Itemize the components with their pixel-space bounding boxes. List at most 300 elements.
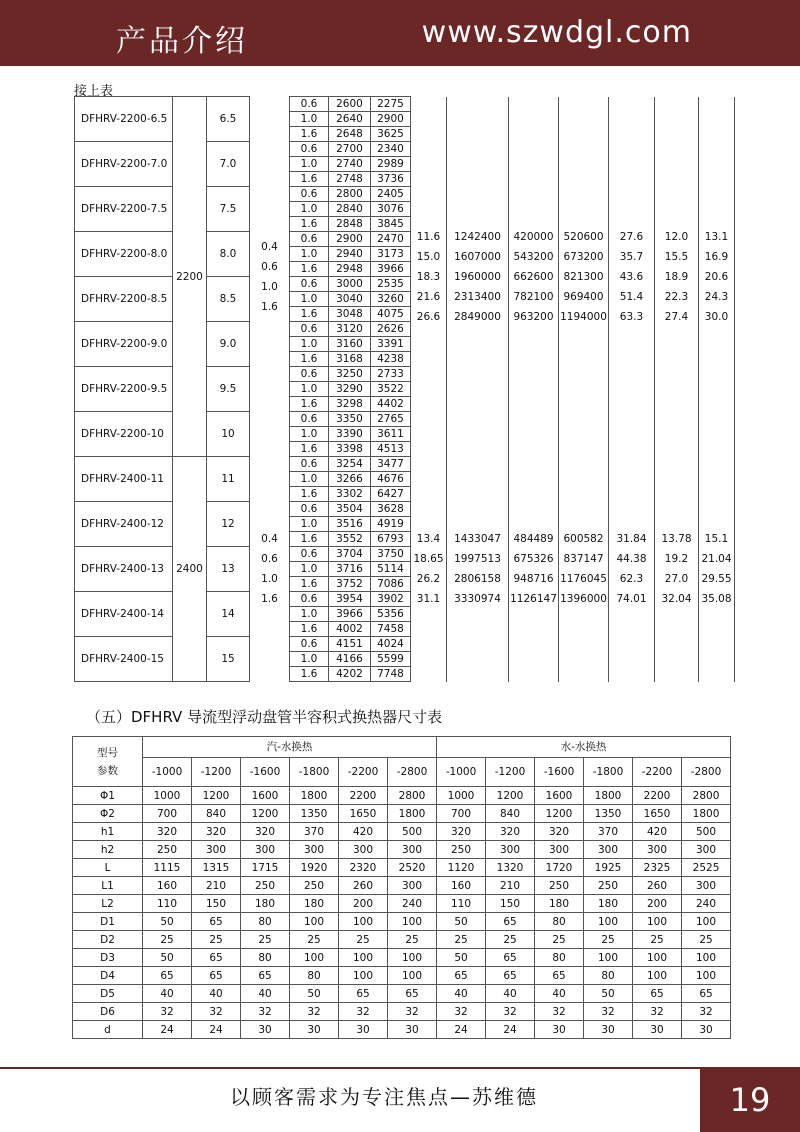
param-value: 300 [388,841,437,859]
param-value: 2320 [339,859,388,877]
param-label: D6 [73,1003,143,1021]
param-value: 180 [241,895,290,913]
model-name: DFHRV-2200-8.5 [75,277,173,322]
param-value: 100 [339,913,388,931]
param-value: 32 [241,1003,290,1021]
pressure-value: 1.0 [261,573,278,585]
spec-cell: 3266 [329,472,371,487]
performance-cell [655,457,699,682]
size-cell: -2200 [339,758,388,787]
spec-cell: 1.0 [290,427,329,442]
spec-cell: 2600 [329,97,371,112]
table-row [73,823,731,841]
table-row [73,913,731,931]
performance-value: 675326 [513,553,554,565]
param-value: 40 [241,985,290,1003]
param-value: 100 [633,913,682,931]
spec-cell: 1.0 [290,607,329,622]
volume-cell: 9.5 [207,367,250,412]
param-value: 100 [633,949,682,967]
spec-cell: 0.6 [290,457,329,472]
spec-cell: 1.6 [290,487,329,502]
section-title: （五）DFHRV 导流型浮动盘管半容积式换热器尺寸表 [86,708,443,726]
pressure-value: 0.6 [261,553,278,565]
param-value: 40 [437,985,486,1003]
param-value: 2800 [388,787,437,805]
param-value: 1320 [486,859,535,877]
spec-cell: 3120 [329,322,371,337]
param-value: 300 [682,841,731,859]
model-name: DFHRV-2400-12 [75,502,173,547]
spec-cell: 0.6 [290,367,329,382]
param-value: 300 [535,841,584,859]
param-value: 240 [682,895,731,913]
param-value: 100 [633,967,682,985]
size-row [73,758,731,787]
param-value: 100 [388,949,437,967]
spec-cell: 1.6 [290,532,329,547]
performance-value: 51.4 [619,290,644,303]
spec-cell: 2648 [329,127,371,142]
param-value: 150 [192,895,241,913]
performance-value: 15.0 [416,250,441,263]
param-value: 1350 [290,805,339,823]
spec-cell: 4402 [371,397,411,412]
param-value: 250 [241,877,290,895]
spec-cell: 4202 [329,667,371,682]
param-value: 40 [143,985,192,1003]
param-value: 320 [143,823,192,841]
volume-cell: 10 [207,412,250,457]
param-value: 50 [143,913,192,931]
performance-value: 520600 [563,230,604,243]
param-value: 50 [290,985,339,1003]
param-value: 100 [584,913,633,931]
spec-cell: 3390 [329,427,371,442]
spec-cell: 1.0 [290,112,329,127]
size-cell: -1000 [143,758,192,787]
spec-cell: 3628 [371,502,411,517]
param-value: 250 [290,877,339,895]
param-value: 25 [584,931,633,949]
spec-cell: 1.6 [290,442,329,457]
param-value: 300 [241,841,290,859]
spec-cell: 3522 [371,382,411,397]
performance-value: 26.6 [416,310,441,323]
param-value: 25 [192,931,241,949]
performance-cell [609,97,655,457]
size-cell: -2800 [388,758,437,787]
performance-value: 821300 [563,270,604,283]
param-value: 500 [388,823,437,841]
param-value: 100 [682,967,731,985]
spec-cell: 1.0 [290,337,329,352]
param-value: 200 [339,895,388,913]
footer-rule [0,1067,700,1069]
spec-cell: 2800 [329,187,371,202]
spec-cell: 1.6 [290,667,329,682]
spec-cell: 6793 [371,532,411,547]
spec-cell: 3000 [329,277,371,292]
param-value: 2200 [339,787,388,805]
spec-cell: 4238 [371,352,411,367]
pressure-value: 1.0 [261,280,278,293]
spec-cell: 2989 [371,157,411,172]
param-value: 32 [339,1003,388,1021]
param-value: 300 [290,841,339,859]
param-value: 1600 [535,787,584,805]
spec-cell: 2275 [371,97,411,112]
table-row [73,859,731,877]
model-spec-table [74,96,735,682]
param-value: 24 [192,1021,241,1039]
param-value: 840 [486,805,535,823]
performance-value: 673200 [563,250,604,263]
param-value: 100 [584,949,633,967]
volume-cell: 7.0 [207,142,250,187]
spec-cell: 3966 [329,607,371,622]
param-value: 65 [241,967,290,985]
performance-value: 600582 [563,533,604,545]
performance-value: 1176045 [560,573,607,585]
param-value: 80 [290,967,339,985]
performance-cell [509,457,559,682]
spec-cell: 0.6 [290,412,329,427]
spec-cell: 2900 [329,232,371,247]
param-value: 2200 [633,787,682,805]
spec-cell: 3516 [329,517,371,532]
performance-cell [447,97,509,457]
spec-cell: 5599 [371,652,411,667]
param-value: 110 [143,895,192,913]
param-label: L2 [73,895,143,913]
performance-value: 662600 [513,270,554,283]
param-label: Φ1 [73,787,143,805]
spec-cell: 3750 [371,547,411,562]
param-value: 1200 [486,787,535,805]
performance-value: 18.3 [416,270,441,283]
performance-value: 63.3 [619,310,644,323]
spec-cell: 0.6 [290,97,329,112]
spec-cell: 3398 [329,442,371,457]
performance-cell [699,457,735,682]
param-value: 32 [290,1003,339,1021]
spec-cell: 3752 [329,577,371,592]
param-value: 1315 [192,859,241,877]
performance-value: 29.55 [701,573,732,585]
param-value: 30 [241,1021,290,1039]
spec-cell: 1.6 [290,577,329,592]
spec-cell: 2470 [371,232,411,247]
param-value: 32 [192,1003,241,1021]
param-value: 30 [290,1021,339,1039]
spec-cell: 3040 [329,292,371,307]
table-row [73,1021,731,1039]
param-value: 1715 [241,859,290,877]
param-value: 260 [339,877,388,895]
spec-cell: 2765 [371,412,411,427]
performance-value: 15.5 [664,250,689,263]
param-value: 30 [682,1021,731,1039]
performance-value: 31.84 [616,533,647,545]
spec-cell: 0.6 [290,547,329,562]
table-row [73,877,731,895]
diameter-cell: 2400 [173,457,207,682]
performance-value: 62.3 [619,573,644,585]
param-value: 2800 [682,787,731,805]
performance-value: 1960000 [454,270,501,283]
param-label: Φ2 [73,805,143,823]
param-value: 80 [535,913,584,931]
spec-cell: 6427 [371,487,411,502]
volume-cell: 13 [207,547,250,592]
spec-cell: 1.0 [290,652,329,667]
param-value: 24 [437,1021,486,1039]
spec-cell: 3966 [371,262,411,277]
param-value: 32 [437,1003,486,1021]
param-value: 25 [241,931,290,949]
performance-cell [655,97,699,457]
param-value: 370 [290,823,339,841]
param-value: 160 [437,877,486,895]
spec-cell: 0.6 [290,277,329,292]
model-name: DFHRV-2200-6.5 [75,97,173,142]
param-value: 300 [584,841,633,859]
param-value: 80 [241,913,290,931]
param-value: 180 [290,895,339,913]
param-label: D5 [73,985,143,1003]
param-value: 250 [143,841,192,859]
param-value: 25 [143,931,192,949]
pressure-value: 1.6 [261,593,278,605]
param-value: 25 [388,931,437,949]
pressure-value: 0.4 [261,533,278,545]
param-value: 1200 [535,805,584,823]
performance-value: 21.04 [701,553,732,565]
spec-cell: 1.0 [290,517,329,532]
dimension-table [72,736,731,1039]
param-value: 32 [388,1003,437,1021]
table-row [73,787,731,805]
param-value: 25 [290,931,339,949]
spec-cell: 1.0 [290,247,329,262]
spec-cell: 2900 [371,112,411,127]
performance-value: 22.3 [664,290,689,303]
performance-value: 1126147 [510,593,557,605]
spec-cell: 0.6 [290,142,329,157]
spec-cell: 2340 [371,142,411,157]
param-value: 320 [535,823,584,841]
param-value: 32 [535,1003,584,1021]
spec-cell: 4151 [329,637,371,652]
param-value: 32 [143,1003,192,1021]
model-name: DFHRV-2400-15 [75,637,173,682]
param-value: 1650 [339,805,388,823]
header-url[interactable]: www.szwdgl.com [421,15,692,50]
param-value: 65 [388,985,437,1003]
spec-cell: 5356 [371,607,411,622]
param-value: 2520 [388,859,437,877]
spec-cell: 3048 [329,307,371,322]
spec-cell: 3954 [329,592,371,607]
pressure-value: 0.4 [261,240,278,253]
volume-cell: 15 [207,637,250,682]
param-value: 100 [339,967,388,985]
spec-cell: 3611 [371,427,411,442]
spec-cell: 1.0 [290,562,329,577]
param-value: 420 [633,823,682,841]
performance-cell [447,457,509,682]
spec-cell: 2848 [329,217,371,232]
param-value: 150 [486,895,535,913]
performance-value: 1242400 [454,230,501,243]
performance-value: 963200 [513,310,554,323]
spec-cell: 4002 [329,622,371,637]
size-cell: -1200 [192,758,241,787]
param-value: 100 [290,949,339,967]
model-name: DFHRV-2200-10 [75,412,173,457]
param-value: 65 [486,949,535,967]
param-value: 1800 [682,805,731,823]
performance-value: 26.2 [416,573,441,585]
performance-cell [509,97,559,457]
spec-cell: 7086 [371,577,411,592]
param-value: 100 [682,949,731,967]
spec-cell: 1.6 [290,127,329,142]
param-value: 420 [339,823,388,841]
model-name: DFHRV-2400-13 [75,547,173,592]
spec-cell: 2640 [329,112,371,127]
performance-value: 1433047 [454,533,501,545]
param-label: L1 [73,877,143,895]
param-value: 1600 [241,787,290,805]
performance-value: 2806158 [454,573,501,585]
param-value: 100 [290,913,339,931]
performance-value: 31.1 [416,593,441,605]
spec-cell: 1.0 [290,202,329,217]
param-value: 260 [633,877,682,895]
param-value: 65 [486,913,535,931]
param-value: 180 [535,895,584,913]
param-value: 1200 [241,805,290,823]
table-row [75,457,735,472]
spec-cell: 3173 [371,247,411,262]
model-name: DFHRV-2200-7.5 [75,187,173,232]
spec-cell: 0.6 [290,502,329,517]
param-value: 50 [437,913,486,931]
param-value: 25 [437,931,486,949]
spec-cell: 0.6 [290,322,329,337]
param-value: 1115 [143,859,192,877]
size-cell: -1000 [437,758,486,787]
spec-cell: 3391 [371,337,411,352]
param-value: 80 [241,949,290,967]
spec-cell: 3254 [329,457,371,472]
param-value: 40 [486,985,535,1003]
param-value: 65 [339,985,388,1003]
param-value: 320 [241,823,290,841]
spec-cell: 3716 [329,562,371,577]
spec-cell: 1.6 [290,172,329,187]
volume-cell: 8.0 [207,232,250,277]
param-value: 50 [143,949,192,967]
performance-value: 13.78 [661,533,692,545]
param-value: 250 [437,841,486,859]
param-value: 1800 [290,787,339,805]
param-value: 50 [437,949,486,967]
param-label: D4 [73,967,143,985]
param-label: d [73,1021,143,1039]
param-value: 65 [535,967,584,985]
param-value: 110 [437,895,486,913]
volume-cell: 8.5 [207,277,250,322]
table-row [73,985,731,1003]
performance-value: 11.6 [416,230,441,243]
param-value: 180 [584,895,633,913]
performance-value: 35.08 [701,593,732,605]
spec-cell: 3552 [329,532,371,547]
param-value: 30 [535,1021,584,1039]
param-value: 32 [486,1003,535,1021]
spec-cell: 3160 [329,337,371,352]
performance-value: 969400 [563,290,604,303]
spec-cell: 1.6 [290,217,329,232]
param-value: 300 [388,877,437,895]
performance-value: 1997513 [454,553,501,565]
spec-cell: 1.0 [290,292,329,307]
param-value: 30 [388,1021,437,1039]
param-value: 25 [535,931,584,949]
performance-value: 948716 [513,573,554,585]
size-cell: -1600 [241,758,290,787]
param-label: h1 [73,823,143,841]
table-row [73,949,731,967]
param-value: 100 [339,949,388,967]
spec-cell: 7748 [371,667,411,682]
group-water: 水-水换热 [437,737,731,758]
performance-value: 30.0 [704,310,729,323]
param-value: 100 [682,913,731,931]
spec-cell: 4919 [371,517,411,532]
spec-cell: 3477 [371,457,411,472]
param-value: 2325 [633,859,682,877]
param-value: 30 [633,1021,682,1039]
performance-value: 837147 [563,553,604,565]
param-value: 700 [437,805,486,823]
performance-value: 543200 [513,250,554,263]
performance-value: 20.6 [704,270,729,283]
page-number-box [700,1067,800,1132]
param-value: 24 [143,1021,192,1039]
param-value: 320 [192,823,241,841]
param-value: 40 [192,985,241,1003]
table-row [75,97,735,112]
spec-cell: 2840 [329,202,371,217]
param-value: 30 [339,1021,388,1039]
param-value: 1000 [437,787,486,805]
param-value: 25 [339,931,388,949]
param-value: 1650 [633,805,682,823]
param-value: 25 [633,931,682,949]
performance-value: 13.4 [416,533,441,545]
param-value: 32 [682,1003,731,1021]
param-value: 1800 [388,805,437,823]
table-row [73,967,731,985]
param-value: 200 [633,895,682,913]
size-cell: -1800 [584,758,633,787]
header-title: 产品介绍 [116,24,248,59]
spec-cell: 2940 [329,247,371,262]
